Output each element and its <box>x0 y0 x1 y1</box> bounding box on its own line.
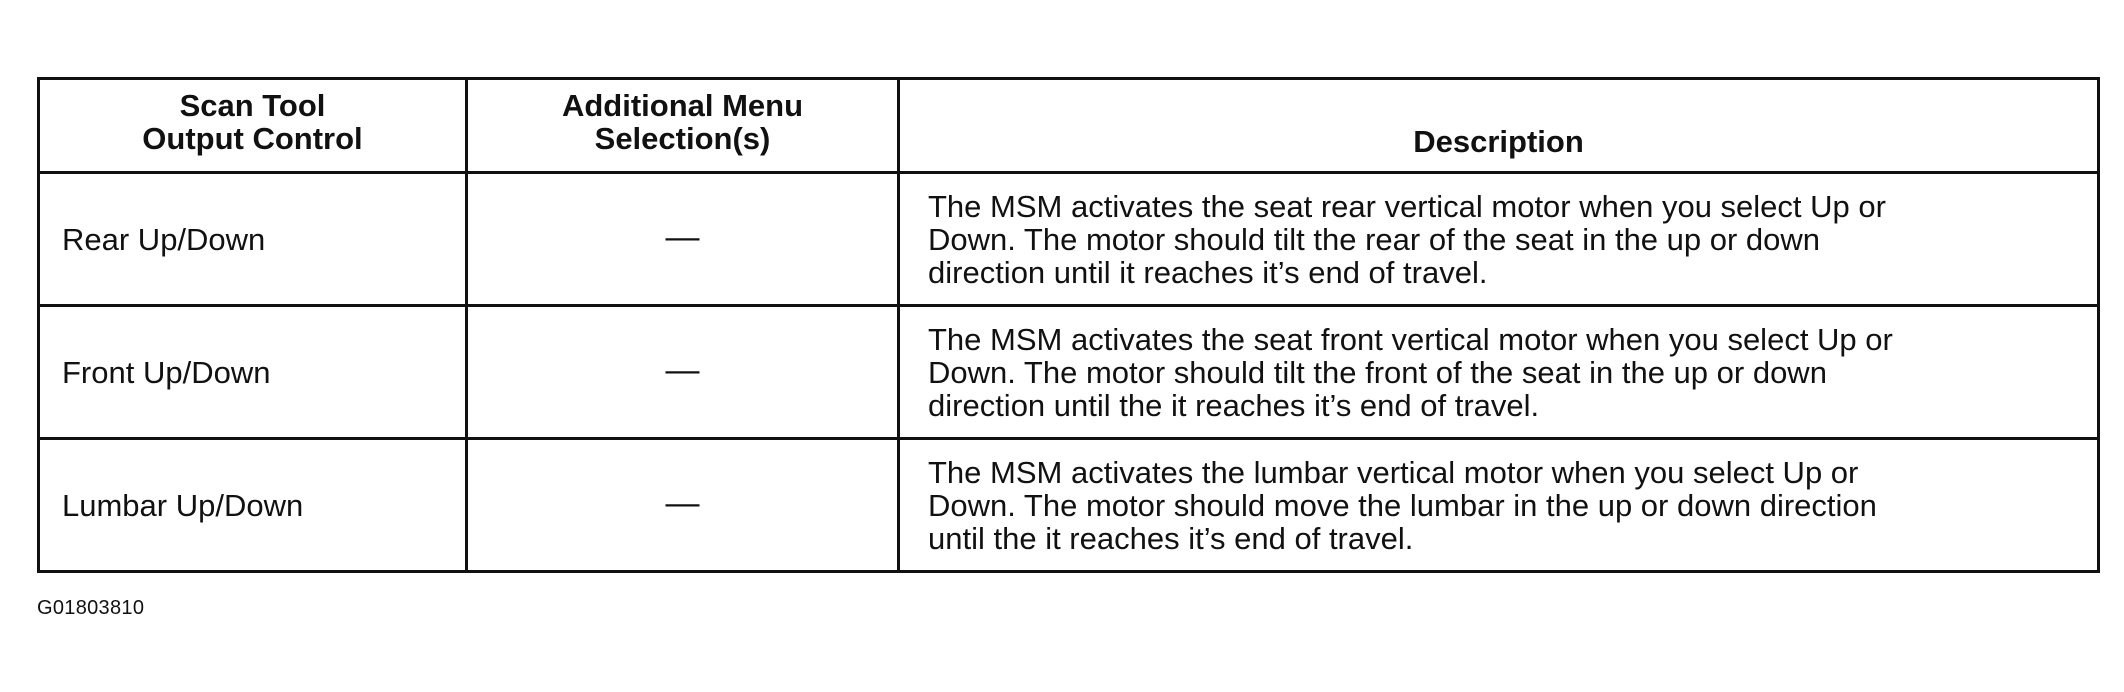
header-control-line-1: Scan Tool <box>179 88 326 123</box>
description-line: direction until it reaches it’s end of travel. <box>928 254 1488 290</box>
menu-dash: — <box>665 350 700 389</box>
table-header-row <box>39 79 2099 173</box>
header-description: Description <box>899 79 2099 173</box>
scan-tool-output-table-container <box>37 77 2097 573</box>
scan-tool-output-table <box>37 77 2100 573</box>
description-line: direction until the it reaches it’s end of travel. <box>928 387 1540 423</box>
header-scan-tool-output-control <box>39 79 467 173</box>
menu-dash: — <box>665 217 700 256</box>
row-control-cell: Lumbar Up/Down <box>39 439 467 572</box>
header-menu-line-2: Selection(s) <box>594 121 771 156</box>
row-description-cell <box>899 173 2099 306</box>
row-description-cell <box>899 306 2099 439</box>
description-line: The MSM activates the seat rear vertical motor when you select Up or <box>928 188 1886 224</box>
description-line: until the it reaches it’s end of travel. <box>928 520 1414 556</box>
row-menu-cell <box>467 439 899 572</box>
header-control-line-2: Output Control <box>142 121 363 156</box>
figure-id: G01803810 <box>37 597 145 619</box>
table-row <box>39 173 2099 306</box>
description-line: Down. The motor should move the lumbar in the up or down direction <box>928 487 1877 523</box>
description-line: The MSM activates the lumbar vertical motor when you select Up or <box>928 454 1859 490</box>
description-line: Down. The motor should tilt the front of the seat in the up or down <box>928 354 1827 390</box>
header-additional-menu-selections <box>467 79 899 173</box>
description-line: Down. The motor should tilt the rear of the seat in the up or down <box>928 221 1821 257</box>
row-control-cell: Rear Up/Down <box>39 173 467 306</box>
table-row <box>39 439 2099 572</box>
row-menu-cell <box>467 173 899 306</box>
row-description-cell <box>899 439 2099 572</box>
header-menu-line-1: Additional Menu <box>561 88 804 123</box>
row-control-cell: Front Up/Down <box>39 306 467 439</box>
row-menu-cell <box>467 306 899 439</box>
table-row <box>39 306 2099 439</box>
menu-dash: — <box>665 483 700 522</box>
description-line: The MSM activates the seat front vertical motor when you select Up or <box>928 321 1893 357</box>
